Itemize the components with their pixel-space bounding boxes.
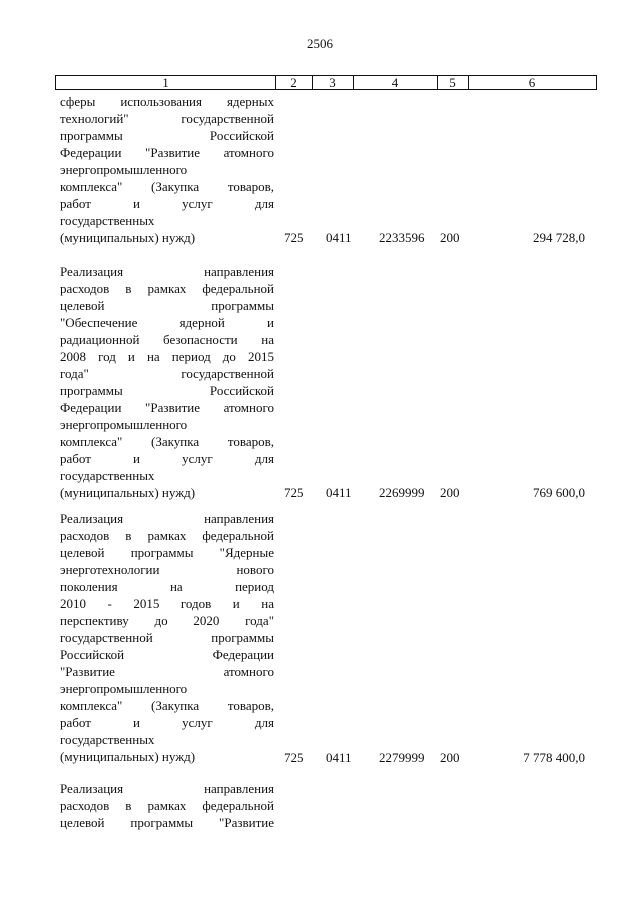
row-description — [60, 263, 274, 501]
description-line: 2008 год и на период до 2015 — [60, 349, 274, 364]
description-line: государственных — [60, 213, 155, 228]
cell-section-code: 0411 — [326, 230, 352, 245]
description-line: (муниципальных) нужд) — [60, 230, 196, 245]
description-line: энергопромышленного — [60, 417, 188, 432]
description-line: комплекса" (Закупка товаров, — [60, 179, 274, 194]
header-col-3: 3 — [312, 76, 354, 89]
description-line: государственной программы — [60, 630, 274, 645]
description-line: программы Российской — [60, 128, 274, 143]
cell-target-article: 2269999 — [379, 485, 425, 500]
description-line: Реализация направления — [60, 781, 274, 796]
cell-target-article: 2279999 — [379, 750, 425, 765]
description-line: программы Российской — [60, 383, 274, 398]
description-line: "Обеспечение ядерной и — [60, 315, 274, 330]
cell-section-code: 0411 — [326, 750, 352, 765]
row-description — [60, 780, 274, 831]
description-line: года" государственной — [60, 366, 274, 381]
description-line: расходов в рамках федеральной — [60, 281, 274, 296]
cell-expense-type: 200 — [440, 485, 460, 500]
header-col-1: 1 — [56, 76, 276, 89]
cell-section-code: 0411 — [326, 485, 352, 500]
description-line: технологий" государственной — [60, 111, 274, 126]
description-line: "Развитие атомного — [60, 664, 274, 679]
description-line: Федерации "Развитие атомного — [60, 145, 274, 160]
description-line: комплекса" (Закупка товаров, — [60, 434, 274, 449]
cell-expense-type: 200 — [440, 230, 460, 245]
cell-amount: 294 728,0 — [533, 230, 585, 245]
row-description — [60, 510, 274, 765]
table-header — [55, 75, 597, 90]
description-line: энерготехнологии нового — [60, 562, 274, 577]
description-line: Реализация направления — [60, 264, 274, 279]
cell-target-article: 2233596 — [379, 230, 425, 245]
header-col-2: 2 — [275, 76, 313, 89]
description-line: целевой программы "Развитие — [60, 815, 274, 830]
cell-amount: 769 600,0 — [533, 485, 585, 500]
description-line: работ и услуг для — [60, 196, 274, 211]
cell-amount: 7 778 400,0 — [523, 750, 585, 765]
cell-ministry-code: 725 — [284, 750, 304, 765]
description-line: целевой программы "Ядерные — [60, 545, 274, 560]
description-line: энергопромышленного — [60, 681, 188, 696]
description-line: поколения на период — [60, 579, 274, 594]
description-line: 2010 - 2015 годов и на — [60, 596, 274, 611]
row-description — [60, 93, 274, 246]
cell-ministry-code: 725 — [284, 230, 304, 245]
description-line: сферы использования ядерных — [60, 94, 274, 109]
cell-ministry-code: 725 — [284, 485, 304, 500]
header-col-5: 5 — [437, 76, 469, 89]
description-line: расходов в рамках федеральной — [60, 528, 274, 543]
description-line: Российской Федерации — [60, 647, 274, 662]
header-col-4: 4 — [353, 76, 438, 89]
description-line: радиационной безопасности на — [60, 332, 274, 347]
description-line: Реализация направления — [60, 511, 274, 526]
description-line: расходов в рамках федеральной — [60, 798, 274, 813]
description-line: работ и услуг для — [60, 451, 274, 466]
page-number: 2506 — [307, 36, 333, 51]
description-line: государственных — [60, 732, 155, 747]
description-line: целевой программы — [60, 298, 274, 313]
description-line: работ и услуг для — [60, 715, 274, 730]
cell-expense-type: 200 — [440, 750, 460, 765]
description-line: энергопромышленного — [60, 162, 188, 177]
description-line: комплекса" (Закупка товаров, — [60, 698, 274, 713]
header-col-6: 6 — [528, 75, 536, 90]
description-line: (муниципальных) нужд) — [60, 749, 196, 764]
description-line: перспективу до 2020 года" — [60, 613, 274, 628]
description-line: (муниципальных) нужд) — [60, 485, 196, 500]
description-line: Федерации "Развитие атомного — [60, 400, 274, 415]
description-line: государственных — [60, 468, 155, 483]
